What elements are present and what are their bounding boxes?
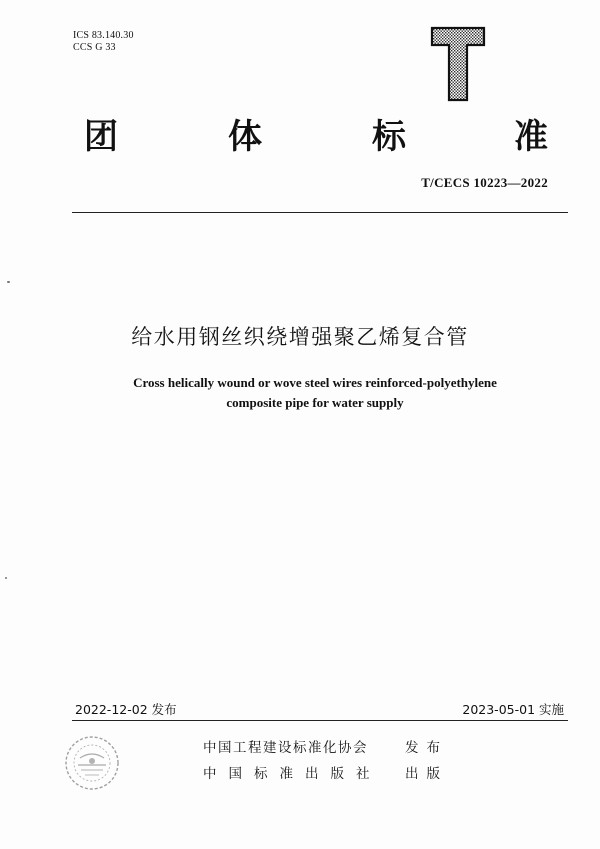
ics-code: ICS 83.140.30 (73, 30, 134, 41)
english-title-line-2: composite pipe for water supply (226, 395, 404, 410)
seal-stamp-graphic (60, 732, 124, 794)
category-title-char-2: 体 (228, 117, 262, 157)
ccs-code: CCS G 33 (73, 42, 116, 53)
publisher-organization: 中国工程建设标准化协会 (203, 740, 368, 756)
chinese-title: 给水用钢丝织绕增强聚乙烯复合管 (131, 325, 469, 349)
top-divider (72, 212, 568, 213)
category-title-char-1: 团 (84, 117, 118, 157)
english-title-line-1: Cross helically wound or wove steel wires reinforced-polyethylene (133, 375, 497, 390)
category-title-char-3: 标 (372, 117, 406, 157)
issue-date: 2022-12-02 发布 (75, 702, 177, 717)
press-role: 出版 (405, 766, 448, 782)
category-title-char-4: 准 (514, 117, 548, 157)
scan-speck (5, 577, 7, 579)
scan-speck (7, 281, 10, 283)
implementation-date: 2023-05-01 实施 (462, 702, 564, 717)
standard-number: T/CECS 10223—2022 (421, 175, 548, 190)
press-organization: 中国标准出版社 (203, 766, 382, 782)
bottom-divider (72, 720, 568, 721)
category-letter-t-graphic (430, 26, 486, 102)
publisher-role: 发布 (405, 740, 448, 756)
